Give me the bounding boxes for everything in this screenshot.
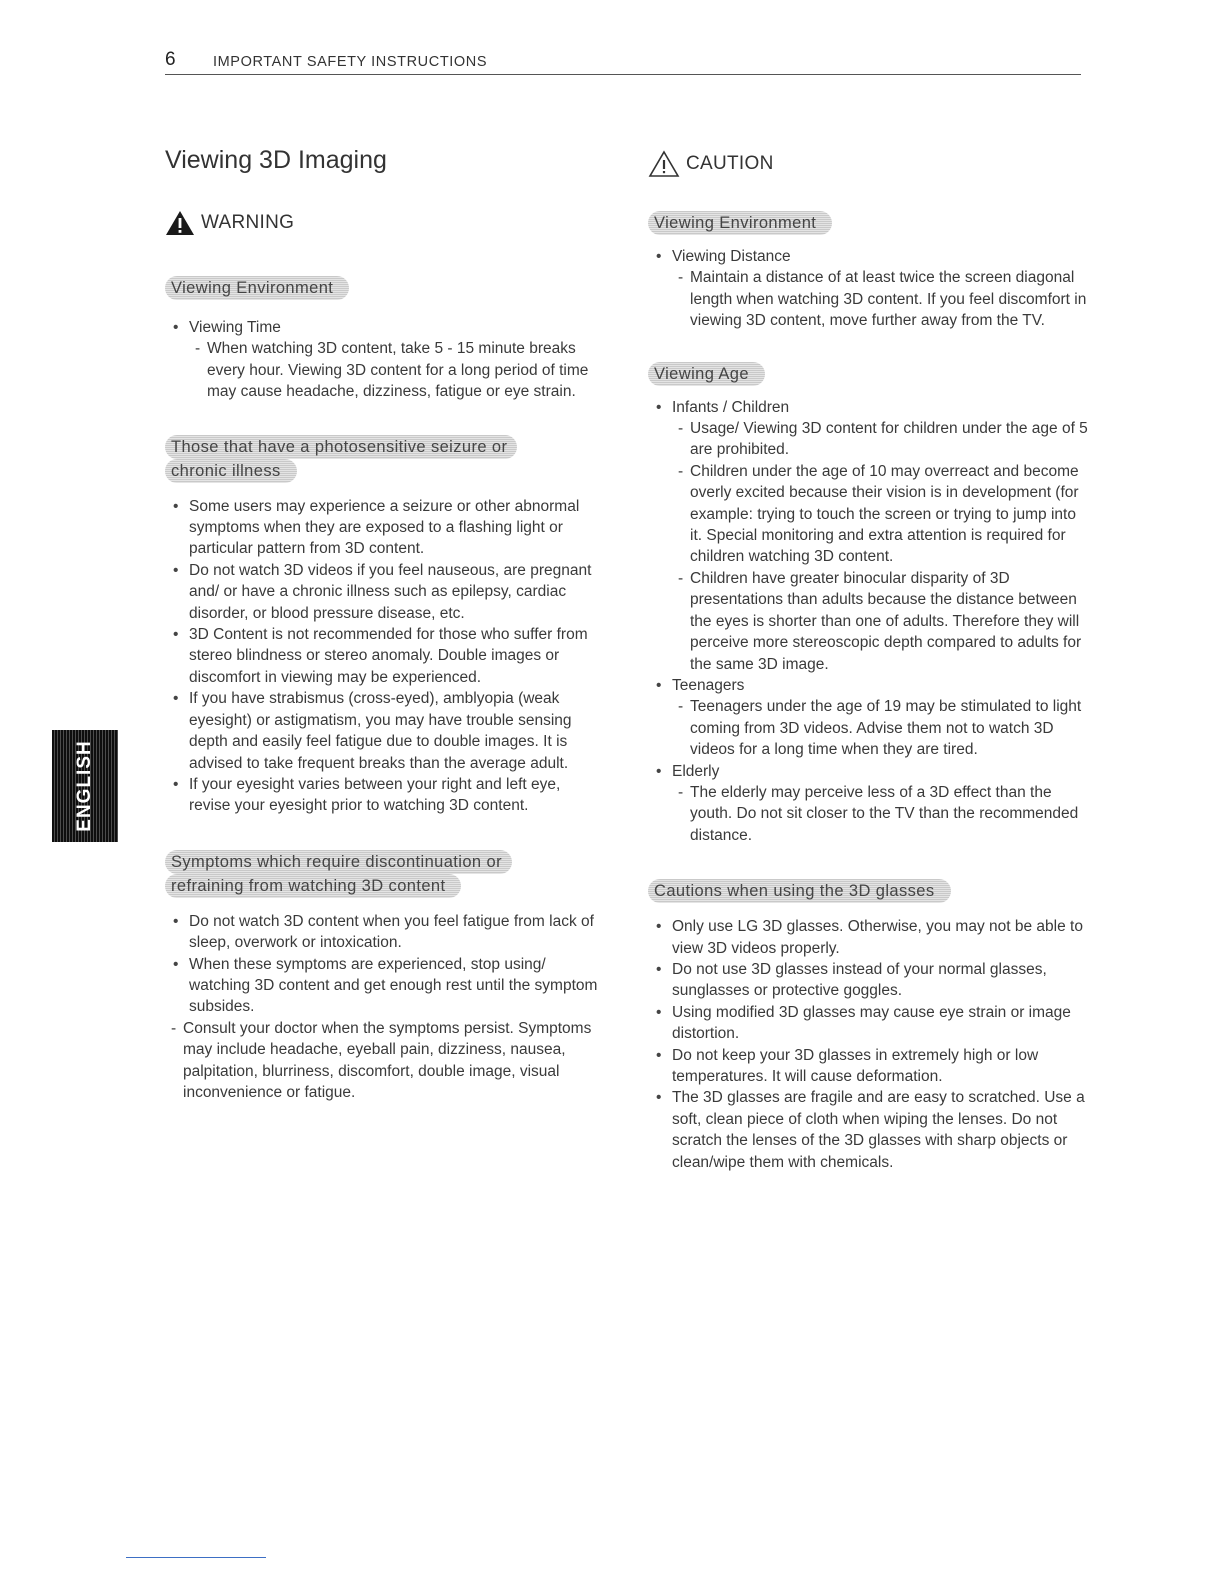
viewing-distance-item: • Viewing Distance - Maintain a distance of at least twice the screen diagonal length when watching 3D content. If you feel discomfort in viewing 3D content, move further away from the TV.	[648, 246, 1088, 332]
page-header	[165, 49, 1081, 75]
caution-label: CAUTION	[686, 153, 774, 174]
viewing-age-block	[648, 362, 1088, 847]
viewing-age-pill: Viewing Age	[648, 362, 765, 386]
warning-label: WARNING	[201, 212, 295, 233]
glasses-item-3: • Using modified 3D glasses may cause eye strain or image distortion.	[648, 1002, 1088, 1045]
caution-environment-pill: Viewing Environment	[648, 211, 832, 235]
viewing-distance-sub: - Maintain a distance of at least twice the screen diagonal length when watching 3D content. If you feel discomfort in viewing 3D content, move further away from the TV.	[672, 267, 1088, 331]
viewing-time-item: • Viewing Time - When watching 3D content, take 5 - 15 minute breaks every hour. Viewing 3D content for a long period of time may cause headache, dizziness, fatigue or eye strain.	[165, 317, 605, 403]
warning-environment-block	[165, 276, 605, 403]
section-title: Viewing 3D Imaging	[165, 146, 387, 174]
page-number: 6	[165, 49, 176, 70]
caution-icon	[648, 150, 680, 178]
caution-environment-block	[648, 211, 1088, 332]
warning-icon	[165, 210, 195, 236]
symptoms-item-2: • When these symptoms are experienced, stop using/ watching 3D content and get enough rest until the symptom subsides. - Consult your doctor when the symptoms persist. Symptoms may include headache, eyeball pain, dizziness, nausea, palpitation, blurriness, discomfort, double image, visual inconvenience or fatigue.	[165, 954, 605, 1104]
seizure-item-2: • Do not watch 3D videos if you feel nauseous, are pregnant and/ or have a chronic illness such as epilepsy, cardiac disorder, or blood pressure disease, etc.	[165, 560, 605, 624]
page-running-title: IMPORTANT SAFETY INSTRUCTIONS	[213, 54, 488, 70]
elderly-item: • Elderly - The elderly may perceive less of a 3D effect than the youth. Do not sit closer to the TV than the recommended distance.	[648, 761, 1088, 847]
infants-item: • Infants / Children - Usage/ Viewing 3D content for children under the age of 5 are prohibited. - Children under the age of 10 may overreact and become overly excited because their vision is in development (for example: trying to touch the screen or trying to jump into it. Special monitoring and extra attention is required for children watching 3D content. - Children have greater binocular disparity of 3D presentations than adults because the distance between the eyes is shorter than one of adults. Therefore they will perceive more stereoscopic depth compared to adults for the same 3D image.	[648, 397, 1088, 675]
teenagers-sub: - Teenagers under the age of 19 may be stimulated to light coming from 3D videos. Advise them not to watch 3D videos for a long time when they are tired.	[672, 696, 1088, 760]
seizure-item-5: • If your eyesight varies between your right and left eye, revise your eyesight prior to watching 3D content.	[165, 774, 605, 817]
seizure-item-1: • Some users may experience a seizure or other abnormal symptoms when they are exposed to a flashing light or particular pattern from 3D content.	[165, 496, 605, 560]
elderly-sub: - The elderly may perceive less of a 3D effect than the youth. Do not sit closer to the TV than the recommended distance.	[672, 782, 1088, 846]
symptoms-sub: - Consult your doctor when the symptoms persist. Symptoms may include headache, eyeball pain, dizziness, nausea, palpitation, blurriness, discomfort, double image, visual inconvenience or fatigue.	[165, 1018, 605, 1104]
warning-environment-pill: Viewing Environment	[165, 276, 349, 300]
infants-sub-2: - Children under the age of 10 may overreact and become overly excited because their vision is in development (for example: trying to touch the screen or trying to jump into it. Special monitoring and extra attention is required for children watching 3D content.	[672, 461, 1088, 568]
left-column	[165, 146, 605, 1103]
glasses-item-4: • Do not keep your 3D glasses in extremely high or low temperatures. It will cause deformation.	[648, 1045, 1088, 1088]
glasses-item-5: • The 3D glasses are fragile and are easy to scratched. Use a soft, clean piece of cloth when wiping the lenses. Do not scratch the lenses of the 3D glasses with sharp objects or clean/wipe them with chemicals.	[648, 1087, 1088, 1173]
symptoms-pill: Symptoms which require discontinuation or refraining from watching 3D content	[165, 850, 605, 898]
seizure-item-4: • If you have strabismus (cross-eyed), amblyopia (weak eyesight) or astigmatism, you may have trouble sensing depth and easily feel fatigue due to double images. It is advised to take frequent breaks than the average adult.	[165, 688, 605, 774]
infants-sub-3: - Children have greater binocular disparity of 3D presentations than adults because the distance between the eyes is shorter than one of adults. Therefore they will perceive more stereoscopic depth compared to adults for the same 3D image.	[672, 568, 1088, 675]
symptoms-block	[165, 850, 605, 1104]
language-side-tab	[52, 730, 118, 842]
infants-sub-1: - Usage/ Viewing 3D content for children under the age of 5 are prohibited.	[672, 418, 1088, 461]
seizure-item-3: • 3D Content is not recommended for those who suffer from stereo blindness or stereo anomaly. Double images or discomfort in viewing may be experienced.	[165, 624, 605, 688]
glasses-pill: Cautions when using the 3D glasses	[648, 879, 951, 903]
right-column	[648, 150, 1088, 1173]
warning-heading	[165, 210, 605, 236]
seizure-pill: Those that have a photosensitive seizure or chronic illness	[165, 435, 605, 483]
viewing-time-sub: - When watching 3D content, take 5 - 15 minute breaks every hour. Viewing 3D content for a long period of time may cause headache, dizziness, fatigue or eye strain.	[189, 338, 605, 402]
language-tab-label: ENGLISH	[74, 740, 95, 832]
teenagers-item: • Teenagers - Teenagers under the age of 19 may be stimulated to light coming from 3D videos. Advise them not to watch 3D videos for a long time when they are tired.	[648, 675, 1088, 761]
symptoms-item-1: • Do not watch 3D content when you feel fatigue from lack of sleep, overwork or intoxication.	[165, 911, 605, 954]
seizure-block	[165, 435, 605, 817]
footer-rule	[126, 1557, 266, 1558]
glasses-item-1: • Only use LG 3D glasses. Otherwise, you may not be able to view 3D videos properly.	[648, 916, 1088, 959]
caution-heading	[648, 150, 1088, 178]
glasses-block	[648, 879, 1088, 1173]
glasses-item-2: • Do not use 3D glasses instead of your normal glasses, sunglasses or protective goggles.	[648, 959, 1088, 1002]
